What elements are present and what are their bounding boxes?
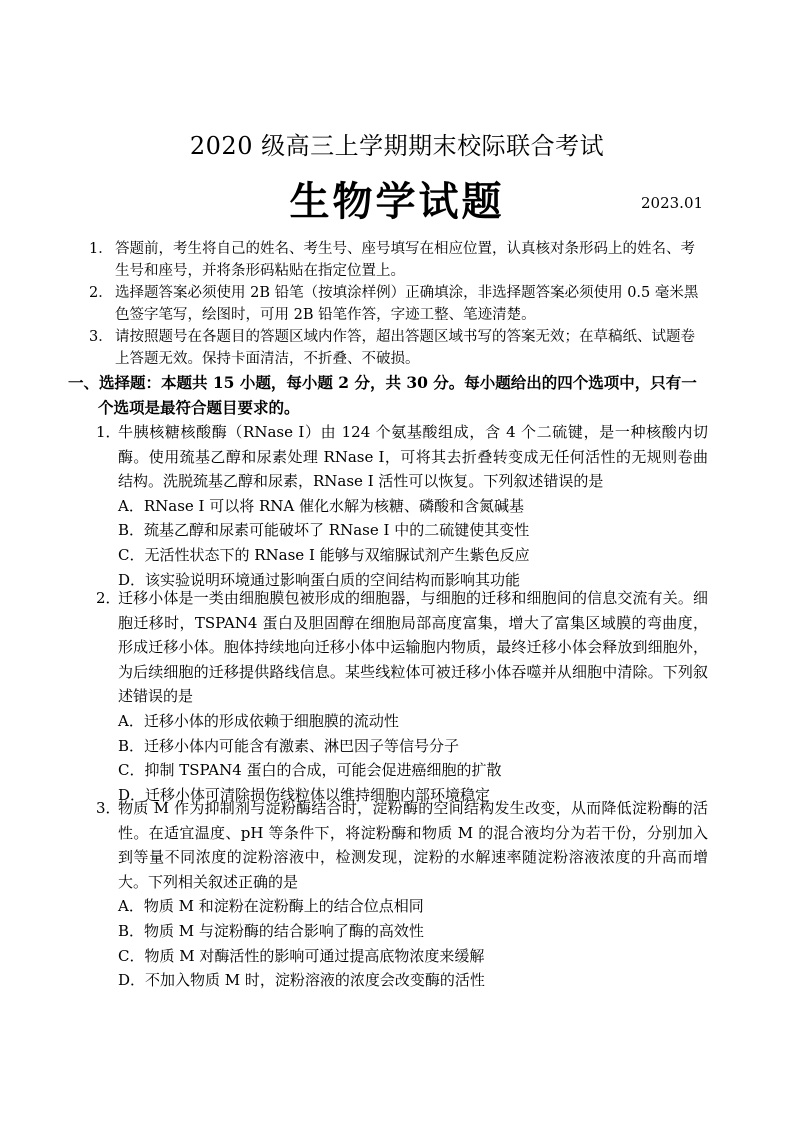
instructions <box>89 238 709 370</box>
option-c: C．物质 M 对酶活性的影响可通过提高底物浓度来缓解 <box>118 946 485 965</box>
instruction-number: 2． <box>89 285 113 301</box>
instruction-item <box>89 326 709 370</box>
instruction-item <box>89 282 709 326</box>
option-d: D．迁移小体可清除损伤线粒体以维持细胞内部环境稳定 <box>118 785 491 804</box>
section-heading <box>68 370 708 420</box>
option-b: B．巯基乙醇和尿素可能破坏了 RNase I 中的二硫键使其变性 <box>118 521 530 540</box>
section-heading-text: 一、选择题：本题共 15 小题，每小题 2 分，共 30 分。每小题给出的四个选项中，只有一个选项是最符合题目要求的。 <box>68 373 697 417</box>
question-3 <box>96 796 708 993</box>
question-1 <box>96 420 708 592</box>
option-c: C．抑制 TSPAN4 蛋白的合成，可能会促进癌细胞的扩散 <box>118 761 502 780</box>
exam-title: 2020 级高三上学期期末校际联合考试 <box>189 132 605 160</box>
question-number: 1． <box>96 423 121 441</box>
option-a: A．迁移小体的形成依赖于细胞膜的流动性 <box>118 711 399 730</box>
question-stem <box>96 420 708 494</box>
option-b: B．物质 M 与淀粉酶的结合影响了酶的高效性 <box>118 921 424 940</box>
option-d: D．不加入物质 M 时，淀粉溶液的浓度会改变酶的活性 <box>118 971 485 990</box>
instruction-number: 3． <box>89 329 113 345</box>
question-stem <box>96 796 708 894</box>
option-a: A．物质 M 和淀粉在淀粉酶上的结合位点相同 <box>118 897 424 916</box>
instruction-text: 请按照题号在各题目的答题区域内作答，超出答题区域书写的答案无效；在草稿纸、试题卷上答题无效。保持卡面清洁，不折叠、不破损。 <box>115 329 695 367</box>
exam-date: 2023.01 <box>641 194 704 212</box>
instruction-text: 选择题答案必须使用 2B 铅笔（按填涂样例）正确填涂，非选择题答案必须使用 0.5 毫米黑色签字笔写，绘图时，可用 2B 铅笔作答，字迹工整、笔迹清楚。 <box>115 285 699 323</box>
question-number: 2． <box>96 589 121 607</box>
subject-title: 生物学试题 <box>289 178 505 225</box>
question-text: 牛胰核糖核酸酶（RNase I）由 124 个氨基酸组成，含 4 个二硫键，是一种核酸内切酶。使用巯基乙醇和尿素处理 RNase I，可将其去折叠转变成无任何活性的无规则卷曲结构。洗脱巯基乙醇和尿素，RNase I 活性可以恢复。下列叙述错误的是 <box>118 423 708 491</box>
question-number: 3． <box>96 799 121 817</box>
instruction-text: 答题前，考生将自己的姓名、考生号、座号填写在相应位置，认真核对条形码上的姓名、考生号和座号，并将条形码粘贴在指定位置上。 <box>115 241 695 279</box>
option-a: A．RNase I 可以将 RNA 催化水解为核糖、磷酸和含氮碱基 <box>118 496 525 515</box>
option-c: C．无活性状态下的 RNase I 能够与双缩脲试剂产生紫色反应 <box>118 545 530 564</box>
option-b: B．迁移小体内可能含有激素、淋巴因子等信号分子 <box>118 736 460 755</box>
question-text: 物质 M 作为抑制剂与淀粉酶结合时，淀粉酶的空间结构发生改变，从而降低淀粉酶的活性。在适宜温度、pH 等条件下，将淀粉酶和物质 M 的混合液均分为若干份，分别加入到等量不同浓度的淀粉溶液中，检测发现，淀粉的水解速率随淀粉溶液浓度的升高而增大。下列相关叙述正确的是 <box>118 799 708 891</box>
question-text: 迁移小体是一类由细胞膜包被形成的细胞器，与细胞的迁移和细胞间的信息交流有关。细胞迁移时，TSPAN4 蛋白及胆固醇在细胞局部高度富集，增大了富集区域膜的弯曲度，形成迁移小体。胞体持续地向迁移小体中运输胞内物质，最终迁移小体会释放到细胞外，为后续细胞的迁移提供路线信息。某些线粒体可被迁移小体吞噬并从细胞中清除。下列叙述错误的是 <box>118 589 708 706</box>
instruction-item <box>89 238 709 282</box>
instruction-number: 1． <box>89 241 113 257</box>
question-stem <box>96 586 708 709</box>
question-2 <box>96 586 708 807</box>
option-d: D．该实验说明环境通过影响蛋白质的空间结构而影响其功能 <box>118 570 521 589</box>
